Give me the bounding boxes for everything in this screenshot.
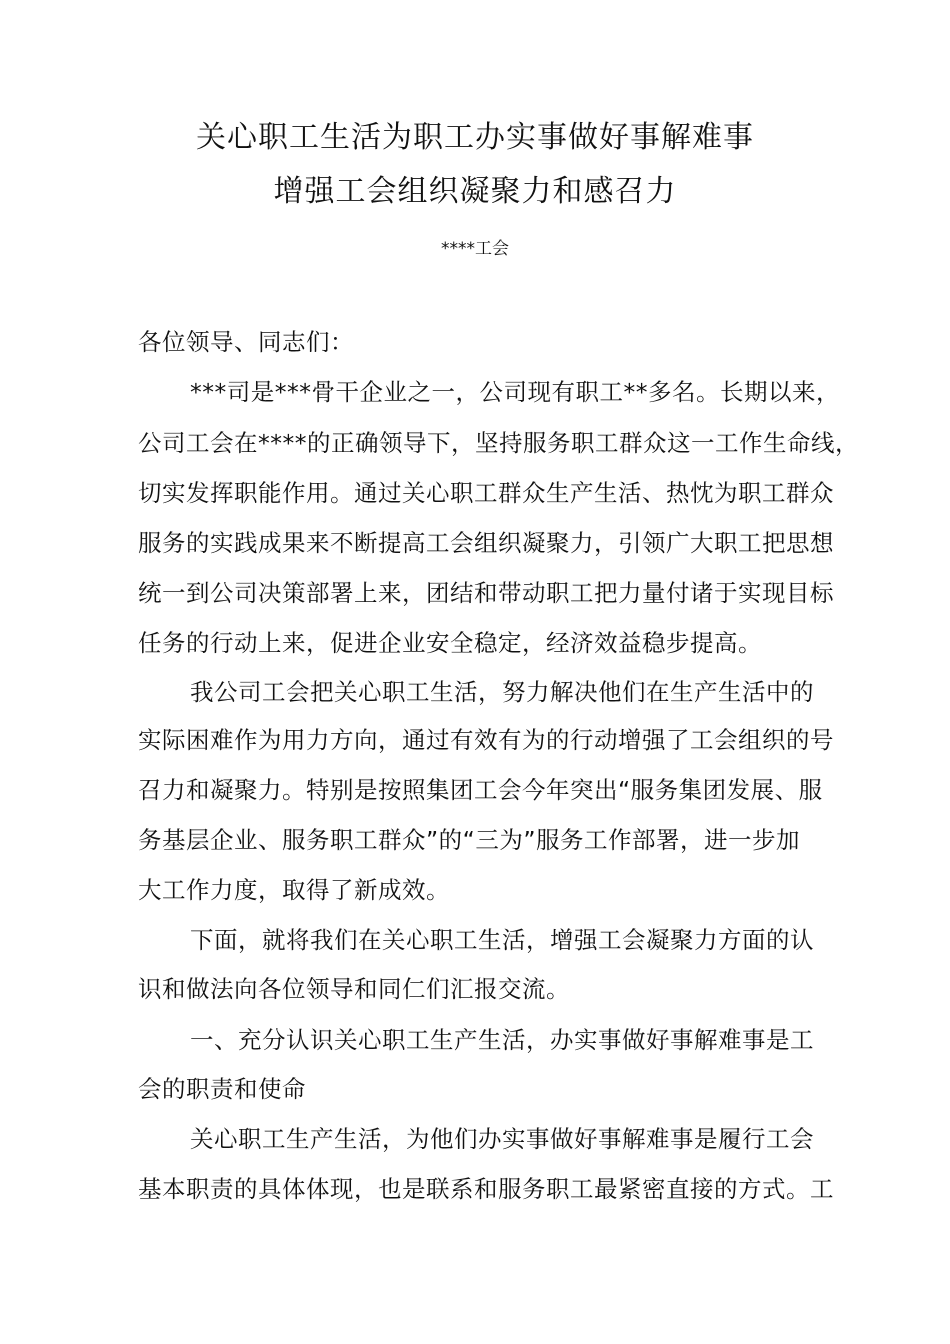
body-line: 切实发挥职能作用。通过关心职工群众生产生活、热忱为职工群众 [138, 479, 834, 507]
document-title-line-1: 关心职工生活为职工办实事做好事解难事 [196, 120, 754, 155]
body-line: 统一到公司决策部署上来，团结和带动职工把力量付诸于实现目标 [138, 579, 834, 607]
document-title-line-2: 增强工会组织凝聚力和感召力 [273, 174, 677, 209]
body-line: 实际困难作为用力方向，通过有效有为的行动增强了工会组织的号 [138, 726, 834, 754]
body-line: 下面，就将我们在关心职工生活，增强工会凝聚力方面的认 [190, 926, 814, 954]
body-line: 基本职责的具体体现，也是联系和服务职工最紧密直接的方式。工 [138, 1175, 834, 1203]
section-heading: 会的职责和使命 [138, 1075, 306, 1103]
body-line: 召力和凝聚力。特别是按照集团工会今年突出“服务集团发展、服 [138, 776, 823, 804]
section-heading: 一、充分认识关心职工生产生活，办实事做好事解难事是工 [190, 1026, 814, 1054]
body-line: 识和做法向各位领导和同仁们汇报交流。 [138, 975, 570, 1003]
body-line: 公司工会在****的正确领导下，坚持服务职工群众这一工作生命线， [138, 429, 859, 457]
greeting: 各位领导、同志们： [138, 328, 354, 356]
document-author: ****工会 [441, 239, 509, 259]
body-line: 任务的行动上来，促进企业安全稳定，经济效益稳步提高。 [138, 629, 762, 657]
body-line: 我公司工会把关心职工生活，努力解决他们在生产生活中的 [190, 678, 814, 706]
body-line: 大工作力度，取得了新成效。 [138, 876, 450, 904]
body-line: 务基层企业、服务职工群众”的“三为”服务工作部署，进一步加 [138, 826, 801, 854]
body-line: 关心职工生产生活，为他们办实事做好事解难事是履行工会 [190, 1125, 814, 1153]
body-line: 服务的实践成果来不断提高工会组织凝聚力，引领广大职工把思想 [138, 529, 834, 557]
body-line: ***司是***骨干企业之一，公司现有职工**多名。长期以来， [190, 378, 840, 406]
